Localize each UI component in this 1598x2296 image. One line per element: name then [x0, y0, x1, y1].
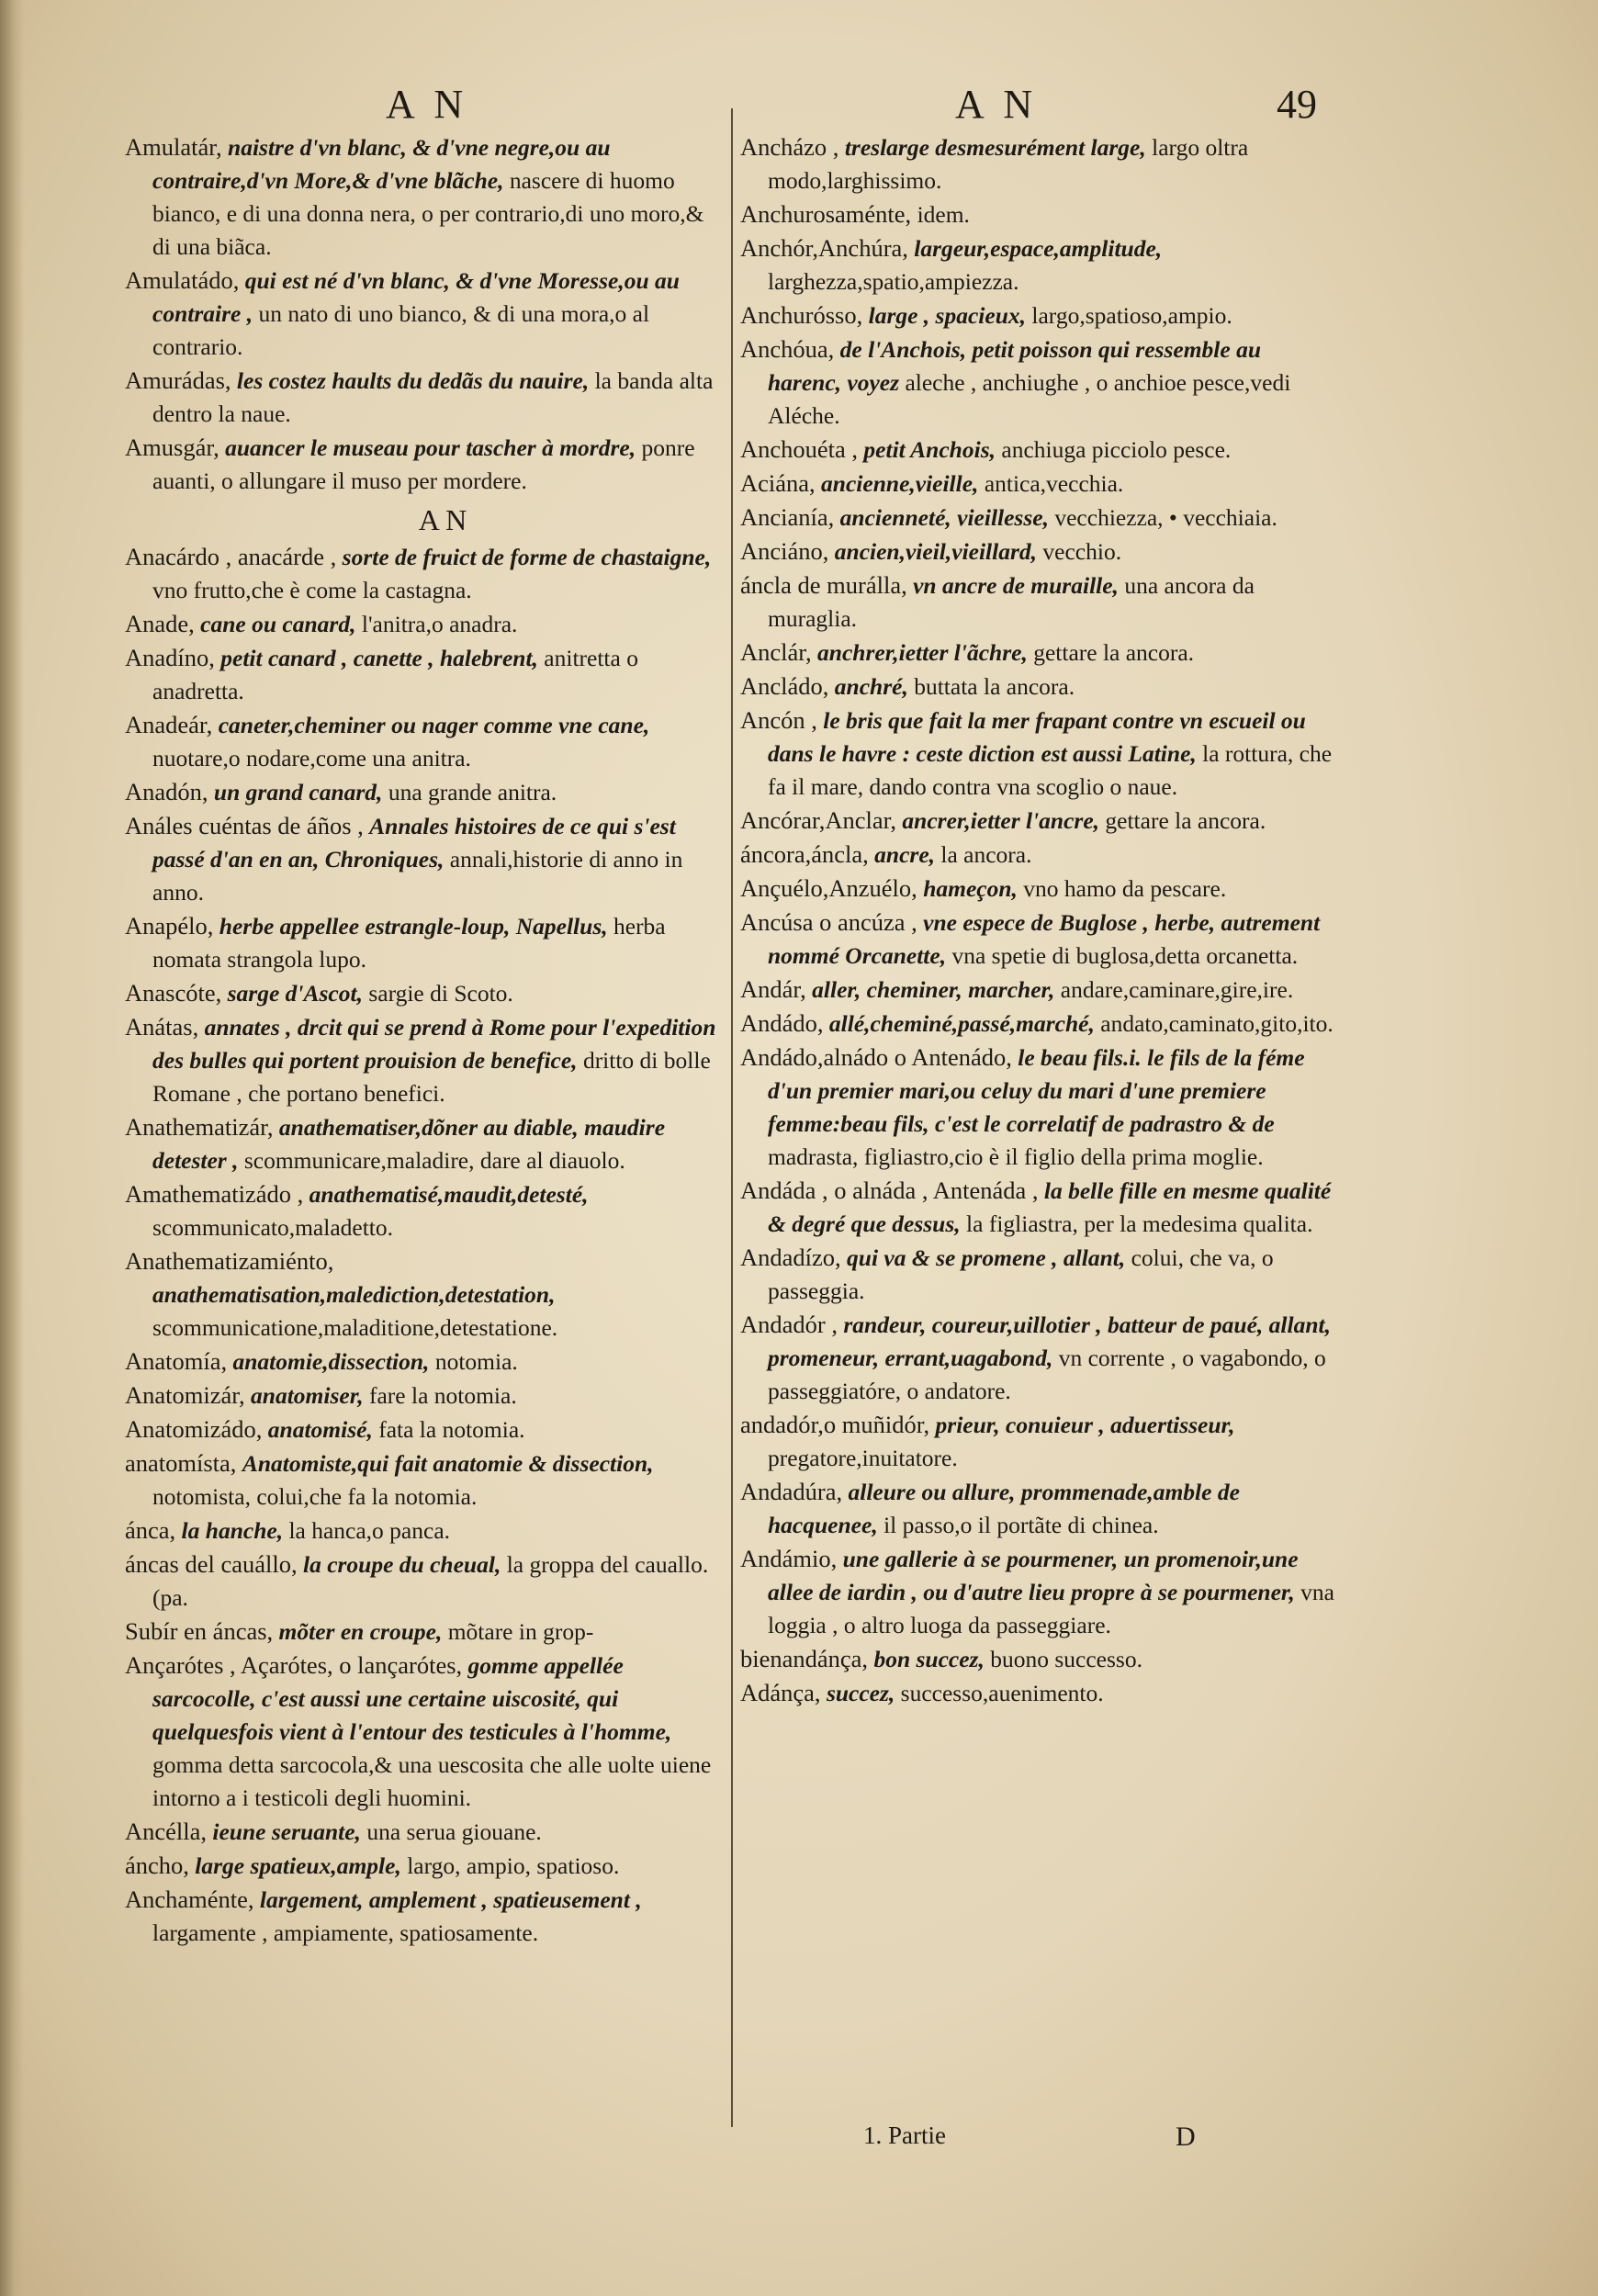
entry-french-gloss: randeur, coureur,uillotier , batteur de paué, allant, promeneur, errant,uagabond, [768, 1311, 1331, 1371]
entry-french-gloss: anchré, [834, 673, 908, 700]
entry-italian-gloss: ponre auanti, o allungare il muso per mordere. [152, 434, 695, 494]
entry-french-gloss: anathematisation,malediction,detestation, [152, 1281, 556, 1308]
dictionary-entry [125, 1649, 724, 1815]
entry-french-gloss: vn ancre de muraille, [913, 572, 1119, 599]
dictionary-entry [125, 607, 724, 641]
entry-french-gloss: mõter en croupe, [278, 1618, 443, 1645]
dictionary-entry [125, 1244, 724, 1345]
entry-italian-gloss: antica,vecchia. [984, 470, 1124, 497]
entry-headword: Andáda , o alnáda , Antenáda , [740, 1176, 1039, 1204]
dictionary-entry [125, 264, 724, 364]
entry-headword: Anátas, [125, 1013, 199, 1041]
entry-italian-gloss: largo, ampio, spatioso. [407, 1852, 620, 1879]
entry-french-gloss: bon succez, [873, 1646, 985, 1672]
entry-headword: Subír en áncas, [125, 1617, 274, 1645]
dictionary-entry [740, 130, 1335, 197]
entry-headword: Ancládo, [740, 672, 829, 700]
entry-italian-gloss: largo,spatioso,ampio. [1031, 302, 1232, 329]
left-column [125, 130, 724, 1950]
entry-italian-gloss: fare la notomia. [368, 1382, 517, 1409]
entry-italian-gloss: vna spetie di buglosa,detta orcanetta. [951, 942, 1299, 969]
column-divider [731, 108, 733, 2127]
page-footer [0, 2122, 1598, 2158]
dictionary-entry [740, 535, 1335, 568]
dictionary-entry [740, 501, 1335, 535]
entry-italian-gloss: annali,historie di anno in anno. [152, 846, 683, 906]
entry-french-gloss: le bris que fait la mer frapant contre vn escueil ou dans le havre : ceste diction est aussi Latine, [768, 707, 1306, 767]
dictionary-entry [125, 708, 724, 775]
entry-italian-gloss: largamente , ampiamente, spatiosamente. [152, 1919, 539, 1946]
entry-french-gloss: une gallerie à se pourmener, un promenoir,une allee de iardin , ou d'autre lieu propre à se pourmener, [768, 1546, 1299, 1605]
dictionary-entry [740, 298, 1335, 332]
entry-french-gloss: allé,cheminé,passé,marché, [828, 1010, 1095, 1037]
entry-italian-gloss: la banda alta dentro la naue. [152, 367, 714, 427]
entry-french-gloss: anathematiser,dõner au diable, maudire detester , [152, 1114, 666, 1174]
entry-french-gloss: large , spacieux, [868, 302, 1027, 329]
entry-headword: áncla de murálla, [740, 571, 907, 599]
right-running-head: A N [955, 82, 1039, 127]
dictionary-entry [740, 1676, 1335, 1710]
entry-italian-gloss: nuotare,o nodare,come una anitra. [152, 745, 471, 771]
dictionary-entry [125, 1412, 724, 1446]
entry-italian-gloss: vecchiezza, • vecchiaia. [1054, 504, 1277, 531]
entry-french-gloss: treslarge desmesurément large, [844, 134, 1146, 161]
entry-french-gloss: qui va & se promene , allant, [847, 1244, 1126, 1271]
entry-headword: Ancházo , [740, 133, 839, 161]
dictionary-entry [740, 1007, 1335, 1041]
entry-french-gloss: ancrer,ietter l'ancre, [902, 807, 1100, 834]
entry-french-gloss: alleure ou allure, prommenade,amble de hacquenee, [768, 1479, 1240, 1538]
entry-headword: Adánça, [740, 1679, 821, 1706]
section-subheading: A N [418, 503, 467, 536]
entry-headword: Ançuélo,Anzuélo, [740, 874, 917, 902]
dictionary-entry [740, 636, 1335, 670]
entry-headword: áncas del cauállo, [125, 1550, 298, 1578]
entry-french-gloss: sorte de fruict de forme de chastaigne, [342, 544, 712, 570]
entry-headword: anatomísta, [125, 1449, 237, 1477]
entry-headword: Ancianía, [740, 503, 835, 531]
entry-italian-gloss: andato,caminato,gito,ito. [1100, 1010, 1334, 1037]
entry-headword: Anclár, [740, 638, 812, 666]
page-header [0, 81, 1598, 136]
dictionary-entry [740, 1174, 1335, 1241]
entry-headword: Amathematizádo , [125, 1180, 304, 1208]
entry-headword: Ancórar,Anclar, [740, 806, 897, 834]
entry-french-gloss: qui est né d'vn blanc, & d'vne Moresse,ou au contraire , [152, 267, 680, 327]
entry-headword: Anciáno, [740, 537, 829, 565]
entry-french-gloss: Annales histoires de ce qui s'est passé d'an en an, Chroniques, [152, 813, 676, 872]
entry-italian-gloss: sargie di Scoto. [368, 980, 513, 1007]
dictionary-entry [740, 906, 1335, 973]
entry-headword: Andár, [740, 975, 806, 1003]
dictionary-entry [125, 1548, 724, 1615]
entry-headword: Andádo, [740, 1009, 824, 1037]
entry-french-gloss: la belle fille en mesme qualité & degré que dessus, [768, 1177, 1332, 1237]
entry-french-gloss: anatomiser, [251, 1382, 364, 1409]
dictionary-entry [125, 1883, 724, 1950]
entry-french-gloss: un grand canard, [213, 779, 383, 805]
entry-headword: Ançarótes , Açarótes, o lançarótes, [125, 1651, 463, 1679]
page-number: 49 [1277, 82, 1317, 127]
entry-french-gloss: la croupe du cheual, [302, 1551, 501, 1578]
entry-headword: Anadíno, [125, 644, 215, 671]
entry-headword: Anathematizár, [125, 1113, 274, 1141]
entry-french-gloss: anatomisé, [267, 1416, 373, 1443]
dictionary-entry [740, 568, 1335, 636]
entry-headword: ánca, [125, 1516, 176, 1544]
entry-headword: Ancélla, [125, 1818, 208, 1845]
dictionary-entry [740, 872, 1335, 906]
entry-headword: Amulatár, [125, 133, 222, 161]
dictionary-entry [740, 1542, 1335, 1642]
entry-headword: Andadúra, [740, 1478, 843, 1505]
entry-italian-gloss: nascere di huomo bianco, e di una donna nera, o per contrario,di uno moro,& di una biãca. [152, 167, 704, 260]
entry-headword: Anchór,Anchúra, [740, 234, 908, 262]
dictionary-entry [740, 838, 1335, 872]
entry-headword: Anade, [125, 610, 195, 637]
dictionary-entry [125, 1345, 724, 1379]
entry-italian-gloss: anitretta o anadretta. [152, 645, 638, 704]
entry-headword: Anatomía, [125, 1347, 228, 1375]
dictionary-entry [125, 1615, 724, 1649]
entry-italian-gloss: pregatore,inuitatore. [768, 1445, 958, 1471]
entry-headword: bienandánça, [740, 1645, 869, 1672]
entry-headword: Andámio, [740, 1545, 838, 1572]
entry-headword: Análes cuéntas de áños , [125, 812, 364, 839]
entry-italian-gloss: la figliastra, per la medesima qualita. [966, 1210, 1313, 1237]
entry-french-gloss: la hanche, [181, 1517, 284, 1544]
entry-french-gloss: le beau fils.i. le fils de la féme d'un premier mari,ou celuy du mari d'une premiere femme:beau fils, c'est le correlatif de padrastro & de [768, 1044, 1305, 1137]
entry-french-gloss: les costez haults du dedãs du nauire, [236, 367, 590, 394]
entry-italian-gloss: la groppa del cauallo. (pa. [152, 1551, 709, 1611]
entry-french-gloss: herbe appellee estrangle-loup, Napellus, [219, 913, 608, 940]
dictionary-entry [125, 540, 724, 607]
entry-headword: Amusgár, [125, 433, 219, 461]
entry-headword: Anchurósso, [740, 301, 863, 329]
entry-headword: Anchouéta , [740, 435, 859, 463]
dictionary-entry [125, 1446, 724, 1514]
entry-italian-gloss: buttata la ancora. [914, 673, 1075, 700]
dictionary-entry [740, 1308, 1335, 1408]
entry-italian-gloss: il passo,o il portãte di chinea. [883, 1512, 1159, 1538]
dictionary-entry [740, 973, 1335, 1007]
dictionary-entry [125, 641, 724, 708]
entry-headword: Anascóte, [125, 979, 222, 1007]
entry-italian-gloss: scommunicatione,maladitione,detestatione. [152, 1314, 558, 1341]
entry-italian-gloss: gettare la ancora. [1105, 807, 1266, 834]
entry-french-gloss: caneter,cheminer ou nager comme vne cane, [218, 712, 650, 738]
entry-headword: Amulatádo, [125, 266, 240, 294]
entry-italian-gloss: la ancora. [940, 841, 1032, 868]
dictionary-entry [125, 431, 724, 498]
entry-french-gloss: gomme appellée sarcocolle, c'est aussi une certaine uiscosité, qui quelquesfois vient à l'entour des testicules à l'homme, [152, 1652, 672, 1745]
entry-italian-gloss: scommunicato,maladetto. [152, 1214, 394, 1241]
entry-french-gloss: cane ou canard, [200, 611, 356, 637]
dictionary-entry [125, 1815, 724, 1849]
entry-italian-gloss: vno frutto,che è come la castagna. [152, 577, 472, 603]
entry-italian-gloss: mõtare in grop- [447, 1618, 594, 1645]
entry-french-gloss: prieur, conuieur , aduertisseur, [935, 1412, 1235, 1438]
entry-french-gloss: petit canard , canette , halebrent, [220, 645, 538, 671]
dictionary-entry [125, 1010, 724, 1110]
entry-headword: áncho, [125, 1851, 189, 1879]
dictionary-entry [125, 1379, 724, 1412]
dictionary-entry [740, 332, 1335, 433]
dictionary-entry [125, 775, 724, 809]
dictionary-entry [125, 1849, 724, 1883]
entry-french-gloss: aller, cheminer, marcher, [812, 976, 1055, 1003]
dictionary-entry [740, 1408, 1335, 1475]
entry-french-gloss: ieune seruante, [212, 1818, 361, 1845]
dictionary-entry [740, 197, 1335, 231]
entry-italian-gloss: l'anitra,o anadra. [361, 611, 518, 637]
entry-italian-gloss: fata la notomia. [378, 1416, 525, 1443]
entry-french-gloss: anatomie,dissection, [232, 1348, 430, 1375]
entry-french-gloss: anathematisé,maudit,detesté, [309, 1181, 589, 1208]
entry-french-gloss: auancer le museau pour tascher à mordre, [225, 434, 636, 461]
entry-headword: Anchaménte, [125, 1885, 254, 1913]
entry-headword: Anatomizár, [125, 1381, 245, 1409]
entry-french-gloss: anchrer,ietter l'ãchre, [817, 639, 1028, 666]
entry-italian-gloss: notomia. [434, 1348, 518, 1375]
entry-headword: Anadón, [125, 778, 208, 805]
entry-italian-gloss: vn corrente , o vagabondo, o passeggiatóre, o andatore. [768, 1345, 1326, 1404]
entry-italian-gloss: notomista, colui,che fa la notomia. [152, 1483, 478, 1510]
entry-italian-gloss: un nato di uno bianco, & di una mora,o al contrario. [152, 300, 650, 360]
dictionary-entry [125, 909, 724, 976]
entry-headword: Aciána, [740, 469, 816, 497]
entry-headword: Anacárdo , anacárde , [125, 543, 337, 570]
entry-headword: Andadór , [740, 1311, 838, 1338]
dictionary-entry [125, 1110, 724, 1177]
signature-mark: 1. Partie [863, 2122, 946, 2149]
entry-italian-gloss: la rottura, che fa il mare, dando contra vna scoglio o naue. [768, 740, 1333, 800]
dictionary-entry [125, 1177, 724, 1244]
entry-italian-gloss: gettare la ancora. [1033, 639, 1195, 666]
entry-headword: áncora,áncla, [740, 840, 869, 868]
entry-headword: Anathematizamiénto, [125, 1247, 334, 1275]
entry-italian-gloss: dritto di bolle Romane , che portano benefici. [152, 1047, 711, 1107]
dictionary-entry [740, 1475, 1335, 1542]
dictionary-entry [740, 1241, 1335, 1308]
dictionary-entry [740, 670, 1335, 703]
entry-headword: Anchóua, [740, 335, 835, 363]
entry-headword: Anchurosaménte, [740, 200, 912, 228]
entry-italian-gloss: anchiuga picciolo pesce. [1001, 436, 1232, 463]
entry-headword: Anapélo, [125, 912, 214, 940]
entry-french-gloss: petit Anchois, [863, 436, 996, 463]
entry-french-gloss: vne espece de Buglose , herbe, autrement nommé Orcanette, [768, 909, 1321, 969]
dictionary-entry [740, 1642, 1335, 1676]
entry-french-gloss: ancien,vieil,vieillard, [834, 538, 1038, 565]
entry-italian-gloss: herba nomata strangola lupo. [152, 913, 666, 973]
entry-italian-gloss: madrasta, figliastro,cio è il figlio della prima moglie. [768, 1143, 1264, 1170]
entry-headword: Andadízo, [740, 1244, 841, 1271]
right-column [740, 130, 1335, 1710]
dictionary-entry [740, 1041, 1335, 1174]
entry-french-gloss: de l'Anchois, petit poisson qui ressemble au harenc, voyez [768, 336, 1262, 396]
entry-french-gloss: sarge d'Ascot, [227, 980, 363, 1007]
entry-french-gloss: ancienneté, vieillesse, [839, 504, 1049, 531]
entry-headword: Amurádas, [125, 366, 231, 394]
entry-italian-gloss: larghezza,spatio,ampiezza. [768, 268, 1019, 295]
entry-italian-gloss: gomma detta sarcocola,& una uescosita che alle uolte uiene intorno a i testicoli degli huomini. [152, 1751, 712, 1811]
entry-headword: Anadeár, [125, 711, 213, 738]
entry-french-gloss: ancre, [874, 841, 936, 868]
dictionary-entry [740, 703, 1335, 804]
entry-italian-gloss: idem. [917, 201, 970, 228]
entry-headword: Anatomizádo, [125, 1415, 263, 1443]
entry-italian-gloss: successo,auenimento. [900, 1680, 1104, 1706]
dictionary-entry [125, 809, 724, 909]
entry-italian-gloss: una serua giouane. [366, 1818, 542, 1845]
entry-italian-gloss: vna loggia , o altro luoga da passeggiare. [768, 1579, 1334, 1638]
dictionary-entry [740, 467, 1335, 501]
entry-french-gloss: largeur,espace,amplitude, [914, 235, 1163, 262]
entry-italian-gloss: andare,caminare,gire,ire. [1060, 976, 1294, 1003]
entry-french-gloss: naistre d'vn blanc, & d'vne negre,ou au contraire,d'vn More,& d'vne blãche, [152, 134, 611, 194]
entry-french-gloss: ancienne,vieille, [821, 470, 979, 497]
entry-french-gloss: annates , drcit qui se prend à Rome pour l'expedition des bulles qui portent prouision de benefice, [152, 1014, 716, 1074]
entry-italian-gloss: la hanca,o panca. [288, 1517, 451, 1544]
entry-headword: andadór,o muñidór, [740, 1411, 930, 1438]
dictionary-entry [740, 433, 1335, 467]
entry-headword: Ancúsa o ancúza , [740, 908, 917, 936]
dictionary-entry [125, 130, 724, 264]
entry-italian-gloss: una ancora da muraglia. [768, 572, 1255, 632]
dictionary-entry [125, 1514, 724, 1548]
dictionary-entry [740, 804, 1335, 838]
entry-french-gloss: Anatomiste,qui fait anatomie & dissection, [242, 1450, 654, 1477]
dictionary-entry [740, 231, 1335, 298]
entry-italian-gloss: scommunicare,maladire, dare al diauolo. [243, 1147, 625, 1174]
catchword: D [1176, 2122, 1196, 2152]
entry-italian-gloss: largo oltra modo,larghissimo. [768, 134, 1249, 194]
entry-italian-gloss: vno hamo da pescare. [1023, 875, 1227, 902]
entry-italian-gloss: colui, che va, o passeggia. [768, 1244, 1274, 1304]
entry-french-gloss: succez, [826, 1680, 895, 1706]
entry-french-gloss: hameçon, [923, 875, 1018, 902]
entry-italian-gloss: aleche , anchiughe , o anchioe pesce,vedi Aléche. [768, 369, 1291, 429]
entry-headword: Andádo,alnádo o Antenádo, [740, 1043, 1012, 1071]
entry-headword: Ancón , [740, 706, 817, 734]
entry-french-gloss: largement, amplement , spatieusement , [259, 1886, 642, 1913]
entry-italian-gloss: una grande anitra. [388, 779, 557, 805]
entry-french-gloss: large spatieux,ample, [195, 1852, 401, 1879]
dictionary-entry [125, 364, 724, 431]
left-running-head: A N [386, 82, 469, 127]
dictionary-entry [125, 976, 724, 1010]
entry-italian-gloss: buono successo. [990, 1646, 1142, 1672]
entry-italian-gloss: vecchio. [1042, 538, 1122, 565]
